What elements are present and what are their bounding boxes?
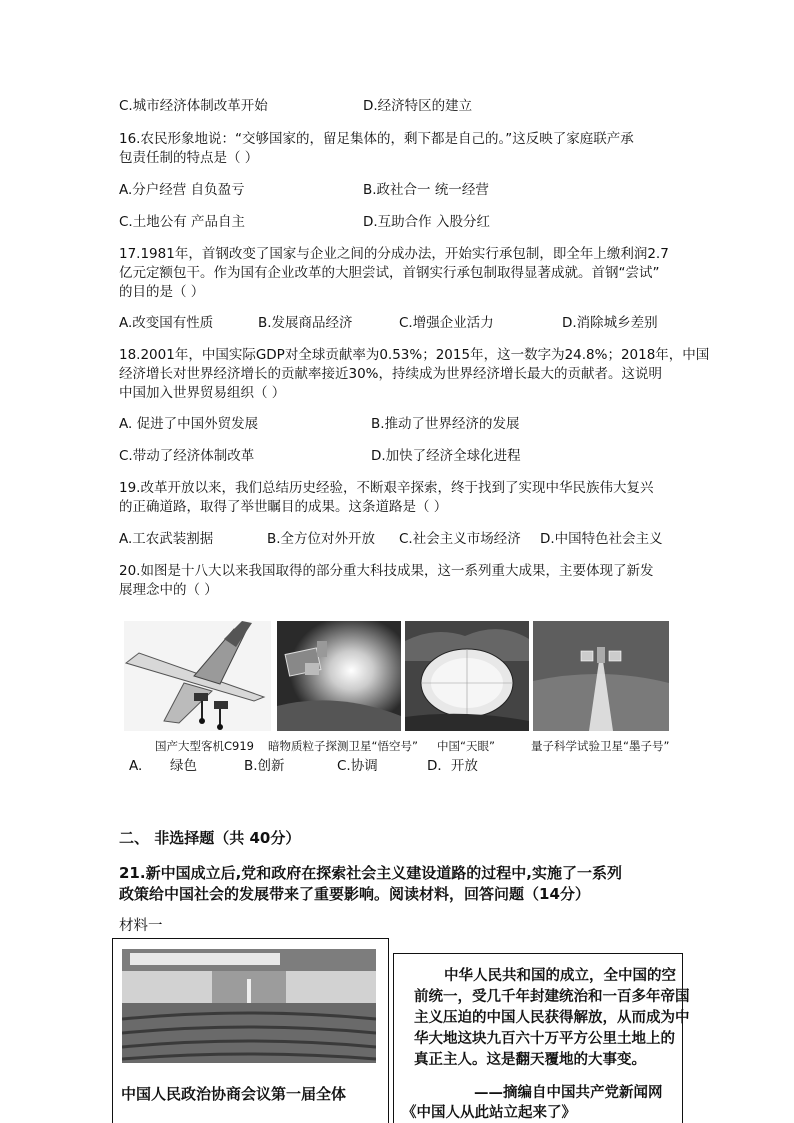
q16-option-a: A.分户经营 自负盈亏 bbox=[119, 182, 245, 198]
mozi-satellite-photo bbox=[533, 621, 669, 731]
q17-option-d: D.消除城乡差别 bbox=[562, 315, 658, 331]
q18-option-d: D.加快了经济全球化进程 bbox=[371, 448, 521, 464]
q15-option-c: C.城市经济体制改革开始 bbox=[119, 98, 268, 114]
q20-option-a: 绿色 bbox=[170, 758, 197, 774]
q16-option-c: C.土地公有 产品自主 bbox=[119, 214, 246, 230]
q18-option-a: A. 促进了中国外贸发展 bbox=[119, 416, 259, 432]
q17-stem-line2: 亿元定额包干。作为国有企业改革的大胆尝试，首钢实行承包制取得显著成就。首钢“尝试” bbox=[119, 265, 660, 281]
q16-stem-line1: 16.农民形象地说：“交够国家的，留足集体的，剩下都是自己的。”这反映了家庭联产承 bbox=[119, 131, 634, 147]
material-1-quote-box bbox=[393, 953, 690, 1123]
q19-option-c: C.社会主义市场经济 bbox=[399, 531, 521, 547]
caption-fast: 中国“天眼” bbox=[437, 739, 495, 753]
q16-stem-line2: 包责任制的特点是（ ） bbox=[119, 150, 259, 166]
q18-option-b: B.推动了世界经济的发展 bbox=[371, 416, 520, 432]
q19-option-b: B.全方位对外开放 bbox=[267, 531, 376, 547]
q20-stem-line2: 展理念中的（ ） bbox=[119, 582, 218, 598]
quote-line-4: 华大地这块九百六十万平方公里土地上的 bbox=[414, 1031, 675, 1047]
cppcc-meeting-photo bbox=[122, 949, 376, 1063]
material-1-label: 材料一 bbox=[119, 918, 163, 934]
q16-option-b: B.政社合一 统一经营 bbox=[363, 182, 489, 198]
quote-line-3: 主义压迫的中国人民获得解放，从而成为中 bbox=[414, 1010, 690, 1026]
q17-option-b: B.发展商品经济 bbox=[258, 315, 353, 331]
cppcc-photo-caption: 中国人民政治协商会议第一届全体 bbox=[121, 1085, 347, 1103]
section-2-title: 二、 非选择题（共 40分） bbox=[119, 829, 301, 847]
material-1-photo-box bbox=[112, 938, 389, 1123]
q18-option-c: C.带动了经济体制改革 bbox=[119, 448, 255, 464]
q18-stem-line2: 经济增长对世界经济增长的贡献率接近30%，持续成为世界经济增长最大的贡献者。这说明 bbox=[119, 366, 663, 382]
q17-option-a: A.改变国有性质 bbox=[119, 315, 214, 331]
quote-line-2: 前统一，受几千年封建统治和一百多年帝国 bbox=[414, 989, 690, 1005]
q20-option-c: C.协调 bbox=[337, 758, 378, 774]
q16-option-d: D.互助合作 入股分红 bbox=[363, 214, 490, 230]
q17-option-c: C.增强企业活力 bbox=[399, 315, 494, 331]
q19-stem-line2: 的正确道路，取得了举世瞩目的成果。这条道路是（ ） bbox=[119, 499, 448, 515]
q20-option-a-letter: A. bbox=[129, 758, 143, 774]
q20-option-d: D．开放 bbox=[427, 758, 478, 774]
quote-source-line-2: 《中国人从此站立起来了》 bbox=[402, 1105, 576, 1121]
q20-stem-line1: 20.如图是十八大以来我国取得的部分重大科技成果，这一系列重大成果，主要体现了新发 bbox=[119, 563, 654, 579]
q19-option-a: A.工农武装割据 bbox=[119, 531, 214, 547]
caption-mozi: 量子科学试验卫星“墨子号” bbox=[531, 739, 670, 753]
quote-line-1: 中华人民共和国的成立，全中国的空 bbox=[444, 968, 676, 984]
c919-airplane-photo bbox=[124, 621, 271, 731]
q19-option-d: D.中国特色社会主义 bbox=[540, 531, 663, 547]
caption-c919: 国产大型客机C919 bbox=[155, 739, 254, 753]
fast-telescope-photo bbox=[405, 621, 529, 731]
q17-stem-line1: 17.1981年，首钢改变了国家与企业之间的分成办法，开始实行承包制，即全年上缴利润2.7 bbox=[119, 246, 669, 262]
q21-stem-line2: 政策给中国社会的发展带来了重要影响。阅读材料，回答问题（14分） bbox=[119, 885, 590, 903]
q19-stem-line1: 19.改革开放以来，我们总结历史经验，不断艰辛探索，终于找到了实现中华民族伟大复兴 bbox=[119, 480, 654, 496]
quote-source-line-1: ——摘编自中国共产党新闻网 bbox=[474, 1085, 663, 1101]
q18-stem-line1: 18.2001年，中国实际GDP对全球贡献率为0.53%；2015年，这一数字为24.8%；2018年，中国 bbox=[119, 347, 710, 363]
q20-option-b: B.创新 bbox=[244, 758, 285, 774]
caption-wukong: 暗物质粒子探测卫星“悟空号” bbox=[268, 739, 418, 753]
q17-stem-line3: 的目的是（ ） bbox=[119, 284, 205, 300]
q15-option-d: D.经济特区的建立 bbox=[363, 98, 473, 114]
q21-stem-line1: 21.新中国成立后,党和政府在探索社会主义建设道路的过程中,实施了一系列 bbox=[119, 864, 622, 882]
q18-stem-line3: 中国加入世界贸易组织（ ） bbox=[119, 385, 286, 401]
wukong-satellite-photo bbox=[277, 621, 401, 731]
quote-line-5: 真正主人。这是翻天覆地的大事变。 bbox=[414, 1052, 646, 1068]
